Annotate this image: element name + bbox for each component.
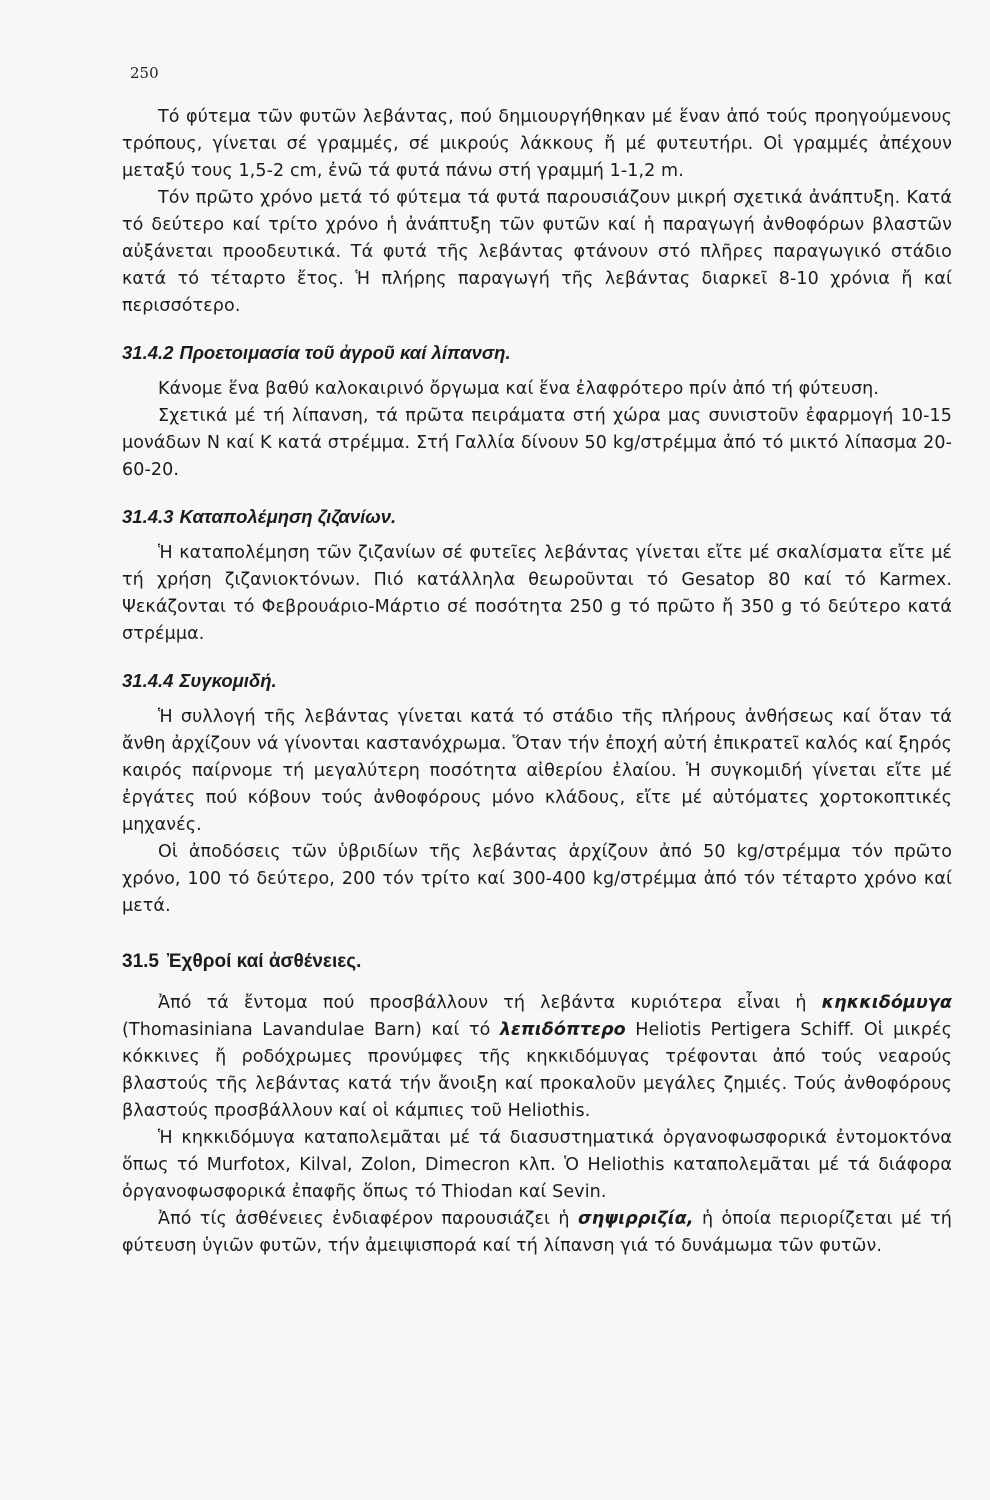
section-number: 31.4.2 <box>122 342 174 363</box>
section-31-5-paragraph-2: Ἡ κηκκιδόμυγα καταπολεμᾶται μέ τά διασυστηματικά ὀργανοφωσφορικά ἐντομοκτόνα ὅπως τό Murfotox, Kilval, Zolon, Dimecron κλπ. Ὁ Heliothis καταπολεμᾶται μέ τά διάφορα ὀργανοφωσφορικά ἐπαφῆς ὅπως τό Thiodan καί Sevin. <box>122 1128 952 1202</box>
text-run: (Thomasiniana Lavandulae Barn) καί τό <box>122 1020 500 1040</box>
section-heading-31-5 <box>122 948 952 976</box>
emphasis-term: κηκκιδόμυγα <box>821 993 952 1013</box>
section-title: Καταπολέμηση ζιζανίων. <box>179 506 397 527</box>
section-31-4-4-paragraph-1: Ἡ συλλογή τῆς λεβάντας γίνεται κατά τό στάδιο τῆς πλήρους ἀνθήσεως καί ὅταν τά ἄνθη ἀρχίζουν νά γίνονται καστανόχρωμα. Ὅταν τήν ἐποχή αὐτή ἐπικρατεῖ καλός καί ξηρός καιρός παίρνομε τή μεγαλύτερη ποσότητα αἰθερίου ἐλαίου. Ἡ συγκομιδή γίνεται εἴτε μέ ἐργάτες πού κόβουν τούς ἀνθοφόρους μόνο κλάδους, εἴτε μέ αὐτόματες χορτοκοπτικές μηχανές. <box>122 707 952 835</box>
text-run: Ἀπό τίς ἀσθένειες ἐνδιαφέρον παρουσιάζει ἡ <box>158 1209 578 1229</box>
section-31-4-2-paragraph-1: Κάνομε ἕνα βαθύ καλοκαιρινό ὄργωμα καί ἕνα ἐλαφρότερο πρίν ἀπό τή φύτευση. <box>158 379 880 399</box>
section-title: Συγκομιδή. <box>179 670 277 691</box>
section-heading-31-4-2 <box>122 340 952 366</box>
text-run: Heliotis Pertigera Schiff. Οἱ μικρές κόκκινες ἤ ροδόχρωμες προνύμφες τῆς κηκκιδόμυγας τρέφονται ἀπό τούς νεαρούς βλαστούς τῆς λεβάντας κατά τήν ἄνοιξη καί προκαλοῦν μεγάλες ζημιές. Τούς ἀνθοφόρους βλαστούς προσβάλλουν καί οἱ κάμπιες τοῦ Heliothis. <box>122 1020 952 1121</box>
page-body <box>122 104 952 1260</box>
section-31-5-paragraph-1 <box>122 990 952 1125</box>
section-title: Προετοιμασία τοῦ ἀγροῦ καί λίπανση. <box>179 342 511 363</box>
section-31-4-2-paragraph-2: Σχετικά μέ τή λίπανση, τά πρῶτα πειράματα στή χώρα μας συνιστοῦν ἐφαρμογή 10-15 μονάδων N καί K κατά στρέμμα. Στή Γαλλία δίνουν 50 kg/στρέμμα ἀπό τό μικτό λίπασμα 20-60-20. <box>122 406 952 480</box>
section-31-4-4-paragraph-2: Οἱ ἀποδόσεις τῶν ὑβριδίων τῆς λεβάντας ἀρχίζουν ἀπό 50 kg/στρέμμα τόν πρῶτο χρόνο, 100 τό δεύτερο, 200 τόν τρίτο καί 300-400 kg/στρέμμα ἀπό τόν τέταρτο χρόνο καί μετά. <box>122 842 952 916</box>
section-31-5-paragraph-3 <box>122 1206 952 1260</box>
section-31-4-3-paragraph-1: Ἡ καταπολέμηση τῶν ζιζανίων σέ φυτεῖες λεβάντας γίνεται εἴτε μέ σκαλίσματα εἴτε μέ τή χρήση ζιζανιοκτόνων. Πιό κατάλληλα θεωροῦνται τό Gesatop 80 καί τό Karmex. Ψεκάζονται τό Φεβρουάριο-Μάρτιο σέ ποσότητα 250 g τό πρῶτο ἤ 350 g τό δεύτερο κατά στρέμμα. <box>122 543 952 644</box>
section-number: 31.4.4 <box>122 670 174 691</box>
intro-paragraph-2: Τόν πρῶτο χρόνο μετά τό φύτεμα τά φυτά παρουσιάζουν μικρή σχετικά ἀνάπτυξη. Κατά τό δεύτερο καί τρίτο χρόνο ἡ ἀνάπτυξη τῶν φυτῶν καί ἡ παραγωγή ἀνθοφόρων βλαστῶν αὐξάνεται προοδευτικά. Τά φυτά τῆς λεβάντας φτάνουν στό πλῆρες παραγωγικό στάδιο κατά τό τέταρτο ἔτος. Ἡ πλήρης παραγωγή τῆς λεβάντας διαρκεῖ 8-10 χρόνια ἤ καί περισσότερο. <box>122 188 952 316</box>
text-run: Ἀπό τά ἔντομα πού προσβάλλουν τή λεβάντα κυριότερα εἶναι ἡ <box>158 993 822 1013</box>
intro-paragraph-1: Τό φύτεμα τῶν φυτῶν λεβάντας, πού δημιουργήθηκαν μέ ἕναν ἀπό τούς προηγούμενους τρόπους, γίνεται σέ γραμμές, σέ μικρούς λάκκους ἤ μέ φυτευτήρι. Οἱ γραμμές ἀπέχουν μεταξύ τους 1,5-2 cm, ἐνῶ τά φυτά πάνω στή γραμμή 1-1,2 m. <box>122 107 952 181</box>
page-number: 250 <box>130 64 159 82</box>
section-number: 31.4.3 <box>122 506 174 527</box>
section-number: 31.5 <box>122 951 159 972</box>
section-title: Ἐχθροί καί ἀσθένειες. <box>166 951 362 972</box>
emphasis-term: σηψιρριζία, <box>577 1209 694 1229</box>
section-heading-31-4-3 <box>122 504 952 530</box>
section-heading-31-4-4 <box>122 668 952 694</box>
emphasis-term: λεπιδόπτερο <box>499 1020 626 1040</box>
text-run: ἡ ὁποία περιορίζεται μέ τή φύτευση ὑγιῶν φυτῶν, τήν ἀμειψισπορά καί τή λίπανση γιά τό δυνάμωμα τῶν φυτῶν. <box>122 1209 953 1256</box>
